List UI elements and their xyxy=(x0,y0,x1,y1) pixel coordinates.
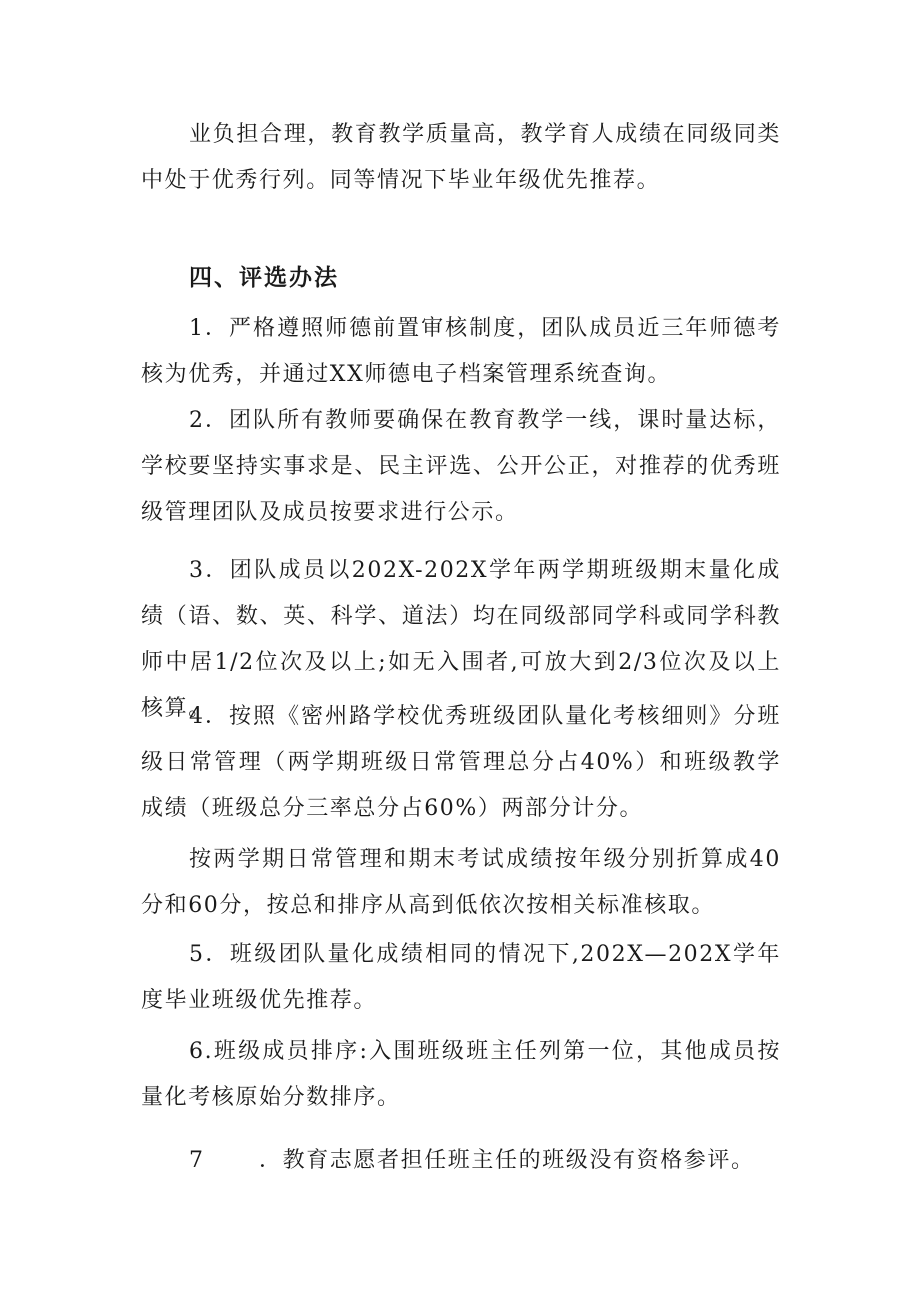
item-1: 1．严格遵照师德前置审核制度，团队成员近三年师德考核为优秀，并通过XX师德电子档案管理系统查询。 xyxy=(141,316,781,387)
item-7-text: ．教育志愿者担任班主任的班级没有资格参评。 xyxy=(259,1148,755,1173)
item-6: 6.班级成员排序:入围班级班主任列第一位，其他成员按量化考核原始分数排序。 xyxy=(141,1039,781,1110)
section-title: 四、评选办法 xyxy=(189,264,339,291)
item-7-number: 7 xyxy=(189,1148,205,1173)
item-2: 2．团队所有教师要确保在教育教学一线，课时量达标，学校要坚持实事求是、民主评选、公开公正，对推荐的优秀班级管理团队及成员按要求进行公示。 xyxy=(141,408,781,525)
item-4-note: 按两学期日常管理和期末考试成绩按年级分别折算成40分和60分，按总和排序从高到低依次按相关标准核取。 xyxy=(141,847,781,918)
continuation-paragraph: 业负担合理，教育教学质量高，教学育人成绩在同级同类中处于优秀行列。同等情况下毕业年级优先推荐。 xyxy=(141,122,781,193)
item-5: 5．班级团队量化成绩相同的情况下,202X—202X学年度毕业班级优先推荐。 xyxy=(141,942,781,1013)
item-3: 3．团队成员以202X-202X学年两学期班级期末量化成绩（语、数、英、科学、道法）均在同级部同学科或同学科教师中居1/2位次及以上;如无入围者,可放大到2/3位次及以上核算。 xyxy=(141,558,781,721)
item-7 xyxy=(189,1138,755,1184)
item-4: 4．按照《密州路学校优秀班级团队量化考核细则》分班级日常管理（两学期班级日常管理总分占40%）和班级教学成绩（班级总分三率总分占60%）两部分计分。 xyxy=(141,704,781,821)
